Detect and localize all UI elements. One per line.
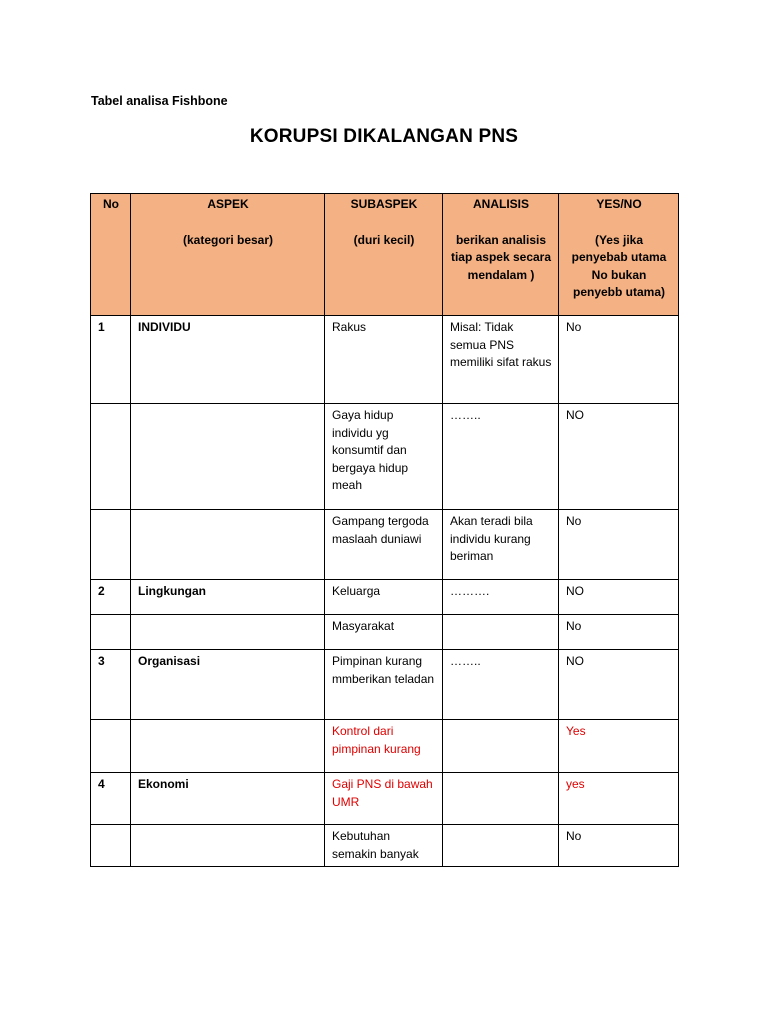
yesno-cell: Yes — [559, 720, 679, 773]
subaspek-cell: Gampang tergoda maslaah duniawi — [325, 510, 443, 580]
yesno-cell: No — [559, 825, 679, 867]
yesno-cell: NO — [559, 580, 679, 615]
subaspek-cell: Rakus — [325, 316, 443, 404]
aspek-cell — [131, 510, 325, 580]
aspek-cell — [131, 720, 325, 773]
analisis-cell: …….. — [443, 650, 559, 720]
table-row — [91, 316, 679, 404]
header-analisis-title: ANALISIS — [472, 197, 529, 211]
row-number-cell: 2 — [91, 580, 131, 615]
analisis-cell: Akan teradi bila individu kurang beriman — [443, 510, 559, 580]
header-yesno-sub: (Yes jika penyebab utama No bukan penyebb utama) — [571, 232, 667, 299]
subaspek-cell: Gaya hidup individu yg konsumtif dan bergaya hidup meah — [325, 404, 443, 510]
header-yesno — [559, 194, 679, 316]
row-number-cell: 3 — [91, 650, 131, 720]
yesno-cell: No — [559, 615, 679, 650]
table-body — [91, 316, 679, 867]
document-label: Tabel analisa Fishbone — [91, 94, 228, 108]
subaspek-cell: Gaji PNS di bawah UMR — [325, 773, 443, 825]
aspek-cell — [131, 615, 325, 650]
table-row — [91, 404, 679, 510]
table-row — [91, 615, 679, 650]
aspek-cell: Lingkungan — [131, 580, 325, 615]
row-number-cell — [91, 615, 131, 650]
table-row — [91, 650, 679, 720]
table-header — [91, 194, 679, 316]
analisis-cell — [443, 615, 559, 650]
subaspek-cell: Kontrol dari pimpinan kurang — [325, 720, 443, 773]
header-no-title: No — [103, 197, 119, 211]
row-number-cell: 1 — [91, 316, 131, 404]
fishbone-table — [90, 193, 679, 867]
row-number-cell — [91, 510, 131, 580]
header-aspek-sub: (kategori besar) — [182, 232, 274, 247]
row-number-cell — [91, 720, 131, 773]
header-aspek — [131, 194, 325, 316]
header-analisis — [443, 194, 559, 316]
row-number-cell: 4 — [91, 773, 131, 825]
analisis-cell — [443, 720, 559, 773]
table-row — [91, 773, 679, 825]
table-row — [91, 580, 679, 615]
header-subaspek — [325, 194, 443, 316]
header-aspek-title: ASPEK — [207, 197, 249, 211]
header-row — [91, 194, 679, 316]
aspek-cell: INDIVIDU — [131, 316, 325, 404]
analisis-cell: …….. — [443, 404, 559, 510]
table-row — [91, 510, 679, 580]
subaspek-cell: Kebutuhan semakin banyak — [325, 825, 443, 867]
subaspek-cell: Masyarakat — [325, 615, 443, 650]
yesno-cell: No — [559, 316, 679, 404]
yesno-cell: yes — [559, 773, 679, 825]
header-subaspek-sub: (duri kecil) — [353, 232, 415, 247]
yesno-cell: NO — [559, 404, 679, 510]
aspek-cell: Ekonomi — [131, 773, 325, 825]
yesno-cell: NO — [559, 650, 679, 720]
header-no — [91, 194, 131, 316]
aspek-cell — [131, 825, 325, 867]
analisis-cell: ………. — [443, 580, 559, 615]
row-number-cell — [91, 825, 131, 867]
table-row — [91, 720, 679, 773]
header-analisis-sub: berikan analisis tiap aspek secara mendalam ) — [450, 232, 552, 282]
subaspek-cell: Pimpinan kurang mmberikan teladan — [325, 650, 443, 720]
document-title: KORUPSI DIKALANGAN PNS — [249, 126, 519, 147]
aspek-cell: Organisasi — [131, 650, 325, 720]
header-yesno-title: YES/NO — [596, 197, 642, 211]
table-row — [91, 825, 679, 867]
analisis-cell: Misal: Tidak semua PNS memiliki sifat rakus — [443, 316, 559, 404]
row-number-cell — [91, 404, 131, 510]
subaspek-cell: Keluarga — [325, 580, 443, 615]
yesno-cell: No — [559, 510, 679, 580]
aspek-cell — [131, 404, 325, 510]
analisis-cell — [443, 773, 559, 825]
analisis-cell — [443, 825, 559, 867]
header-subaspek-title: SUBASPEK — [350, 197, 418, 211]
